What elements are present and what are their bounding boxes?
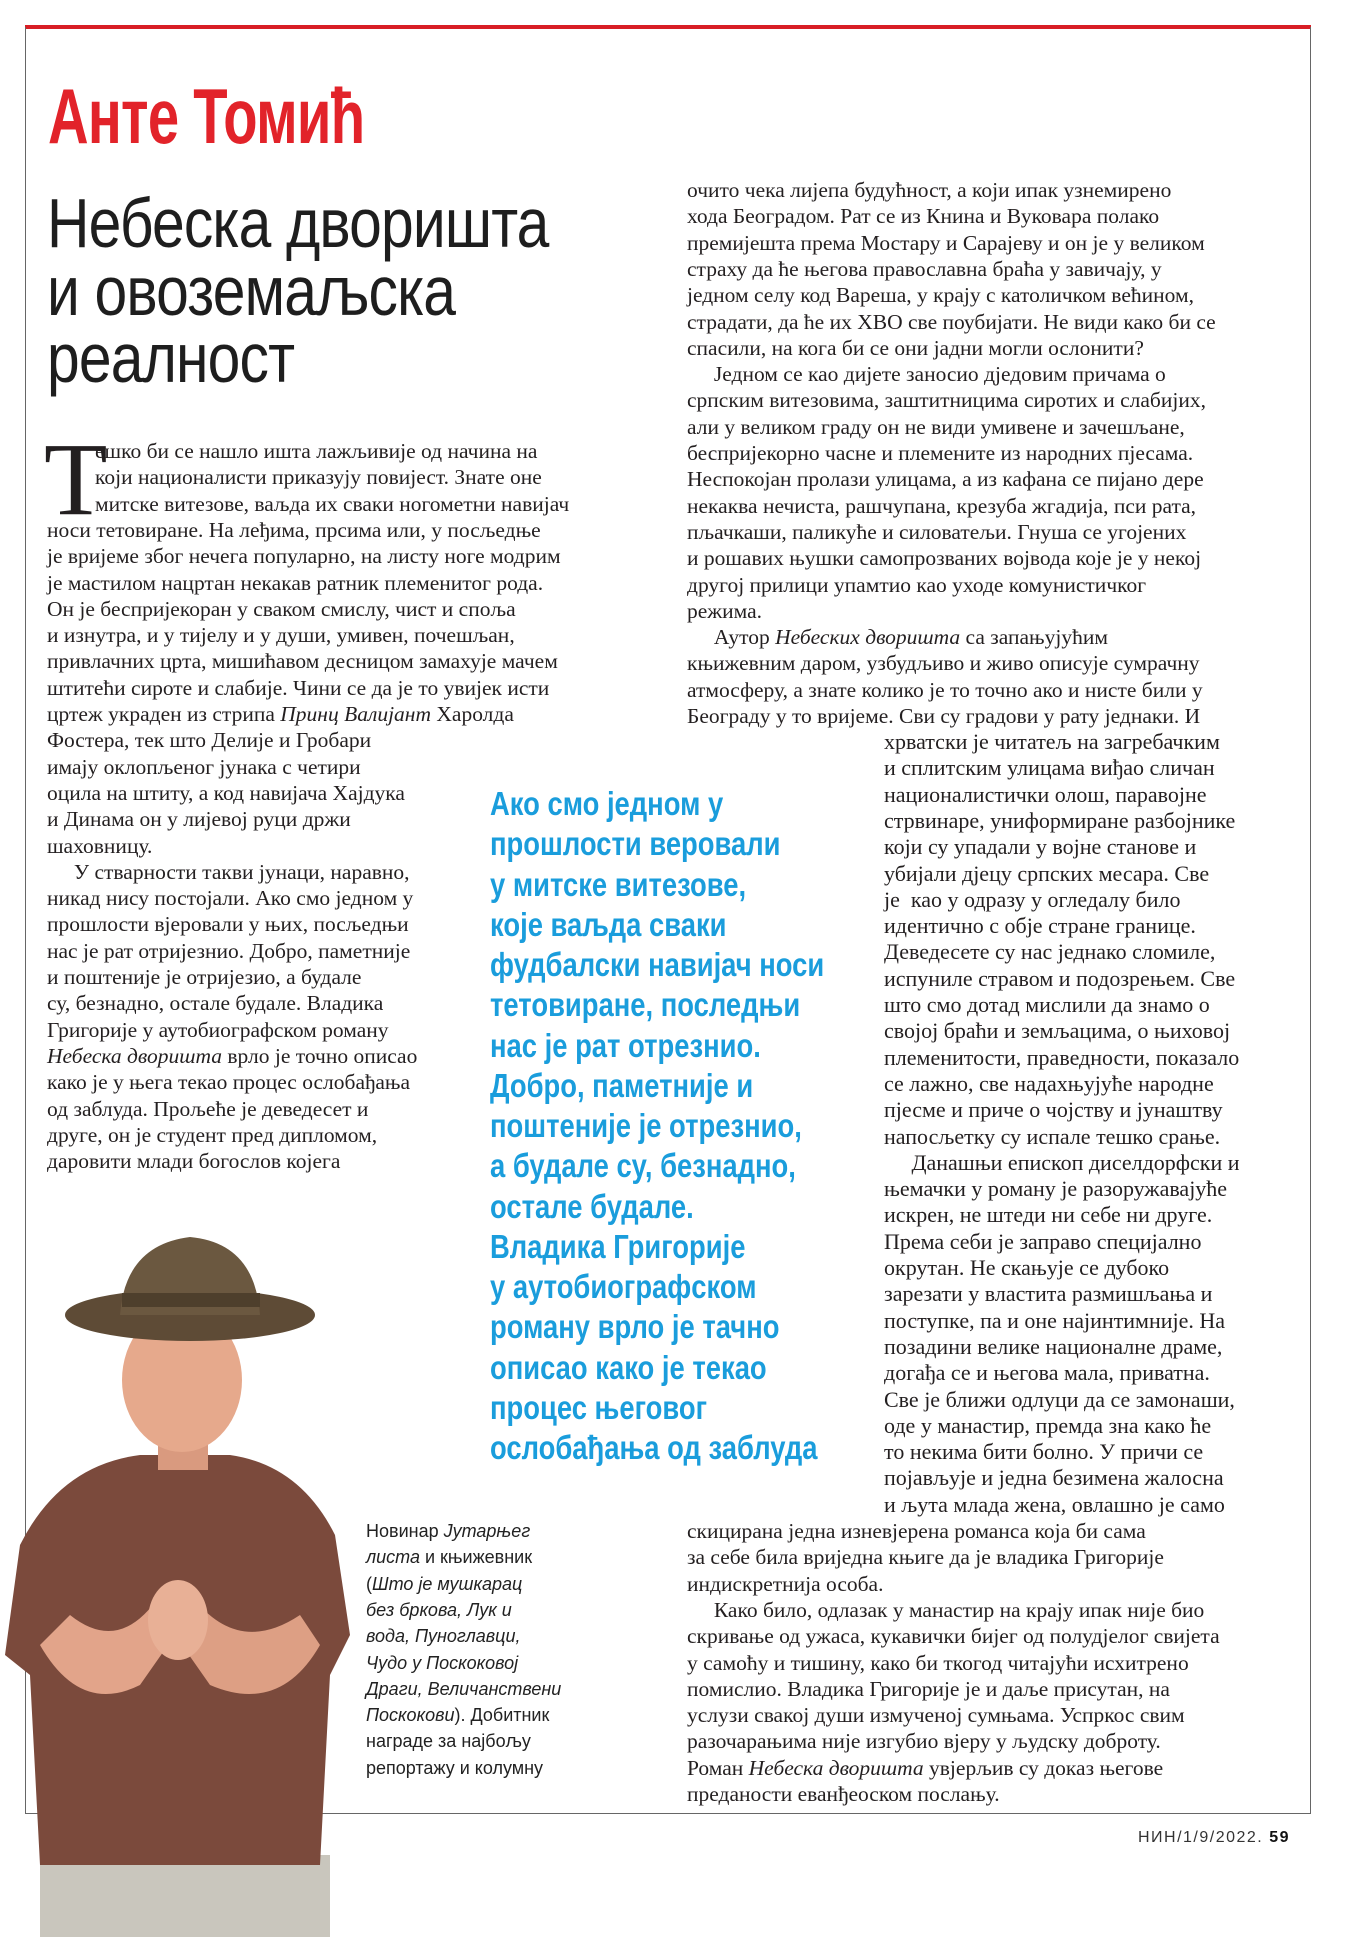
text-line [687,1544,1164,1570]
text-segment: услузи свакој души измученој сумњама. Успркос свим [687,1703,1185,1728]
text-segment: Новинар [366,1521,444,1541]
text-segment: Роман [687,1755,749,1780]
text-line [47,938,410,964]
italic-title: Поскокови [366,1705,455,1726]
text-line [687,282,1194,308]
text-line [366,1518,530,1544]
text-line [687,519,1186,545]
text-line [687,1650,1189,1676]
text-segment: Данашњи епископ диселдорфски и [884,1149,1240,1175]
page-number: 59 [1269,1829,1290,1846]
drop-cap: Т [44,422,108,537]
text-segment: националистички олош, паравојне [884,781,1207,807]
text-line [884,834,1196,860]
text-segment: је мастилом нацртан некакав ратник племенитог рода. [47,570,544,595]
text-line [884,1124,1220,1150]
text-segment: никад нису постојали. Ако смо једном у [47,886,414,911]
italic-title: Небеска дворишта [748,1755,924,1780]
text-line [884,1387,1235,1413]
text-line [687,256,1162,282]
text-segment: напосљетку су испале тешко срање. [884,1123,1221,1149]
text-segment: шаховницу. [47,833,153,858]
text-line [490,784,723,824]
top-accent-rule [25,25,1311,29]
text-segment: њемачки у роману је разоружавајуће [884,1176,1228,1202]
photo-hat-band [122,1293,260,1307]
text-segment: митске витезове, ваљда их сваки ногометни навијач [95,491,570,516]
text-segment: процес његовог [490,1388,708,1426]
text-segment: који су упадали у војне станове и [884,834,1197,860]
italic-title: без бркова, Лук и [366,1599,512,1620]
text-line [47,648,558,674]
text-line [490,1106,802,1146]
text-line [687,414,1185,440]
text-segment: од заблуда. Прољеће је деведесет и [47,1096,369,1121]
text-segment: који националисти приказују повијест. Знате оне [95,465,542,490]
text-segment: страдати, да ће их ХВО све поубијати. Не види како би се [687,309,1216,334]
text-line [490,1227,745,1267]
text-segment: са запањујућим [960,625,1108,650]
text-segment: идентично с обје стране границе. [884,913,1196,939]
text-line [490,1187,694,1227]
text-line [490,865,746,905]
text-line [366,1650,518,1676]
text-segment: ешко би се нашло ишта лажљивије од начина на [95,439,538,463]
text-segment: пјесме и приче о чојству и јунаштву [884,1097,1223,1123]
text-segment: другој прилици упамтио као уходе комунистичког [687,572,1147,597]
text-segment: врло је точно описао [222,1043,418,1068]
text-segment: књижевним даром, узбудљиво и живо описује сумрачну [687,651,1200,676]
text-segment: индискретнија особа. [687,1571,884,1596]
text-line [687,545,1201,571]
author-photo [0,1215,360,1937]
text-segment: цртеж украден из стрипа [47,702,281,726]
text-segment: разочарањима није изгубио вјеру у људску доброту. [687,1729,1161,1754]
text-line [687,466,1204,492]
text-segment: Он је беспријекоран у сваком смислу, чист и споља [47,596,516,621]
text-segment: роману врло је тачно [490,1308,780,1346]
text-line [366,1571,522,1597]
text-line [47,675,549,701]
text-line [884,755,1215,781]
text-segment: хрватски је читатељ на загребачким [884,729,1220,754]
text-line [687,493,1196,519]
text-segment: али у великом граду он не види умивене и зачешљане, [687,414,1185,439]
text-line [490,905,726,945]
text-segment: друге, он је студент пред дипломом, [47,1122,378,1147]
text-line [884,1255,1169,1281]
text-segment: и изнутра, и у тијелу и у души, умивен, почешљан, [47,623,515,648]
text-segment: Једном се као дијете заносио дједовим причама о [687,362,1166,387]
text-line [884,1492,1225,1518]
text-segment: једном селу код Вареша, у крају с католичком већином, [687,283,1194,308]
text-line [884,1045,1239,1071]
text-segment: тетовиране, последњи [490,986,801,1024]
italic-title: Што је мушкарац [372,1573,523,1594]
text-line [687,361,1166,387]
text-segment: а будале су, безнадно, [490,1147,796,1185]
text-line [687,203,1159,229]
text-line [490,1066,753,1106]
text-line [47,543,561,569]
text-line [884,782,1207,808]
text-segment: Деведесете су нас једнако сломиле, [884,939,1216,965]
text-line [490,1428,817,1468]
text-line [687,1571,883,1597]
text-line [366,1702,549,1728]
text-line [47,780,405,806]
text-line [47,1017,389,1043]
text-line [687,1623,1220,1649]
text-line [884,992,1210,1018]
text-segment: страху да ће његова православна браћа у завичају, у [687,256,1162,281]
text-segment: прошлости вјеровали у њих, посљедњи [47,912,409,937]
text-line [490,1348,767,1388]
page-footer [1138,1829,1290,1847]
text-segment: српским витезовима, заштитницима сиротих и слабијих, [687,388,1206,413]
text-segment: поступке, па и оне најинтимније. На [884,1307,1226,1333]
text-segment: за себе била вриједна књиге да је владика Григорије [687,1545,1164,1570]
text-line [47,1122,377,1148]
text-line [687,1755,1163,1781]
text-line [884,1176,1227,1202]
text-segment: зарезати у властита размишљања и [884,1281,1213,1307]
text-segment: убијали дјецу српских месара. Све [884,860,1210,886]
text-line [884,1439,1203,1465]
text-line [687,598,762,624]
text-segment: Београду у то вријеме. Сви су градови у рату једнаки. И [687,704,1201,728]
italic-title: листа [366,1547,420,1568]
text-line [47,911,409,937]
text-line [884,1334,1222,1360]
text-line [47,701,514,727]
text-line [490,985,800,1025]
text-segment: режима. [687,598,763,623]
text-line [47,438,537,464]
text-segment: имају оклопљеног јунака с четири [47,754,361,779]
text-line [884,1097,1223,1123]
text-segment: Добро, паметније и [490,1066,754,1104]
text-segment: у митске витезове, [490,865,747,903]
text-line [687,335,1144,361]
text-segment: позадини велике националне драме, [884,1333,1223,1359]
text-segment: спасили, на кога би се они јадни могли ослонити? [687,335,1144,360]
text-line [47,727,371,753]
text-line [47,1096,368,1122]
frame-right-rule [1310,27,1311,1814]
text-segment: ослобађања од заблуда [490,1429,818,1466]
text-segment: беспријекорно часне и племените из народних пјесама. [687,441,1194,465]
text-line [47,990,383,1016]
text-segment: нас је рат отрезнио. [490,1026,761,1064]
text-segment: Неспокојан пролази улицама, а из кафана се пијано дере [687,467,1204,492]
text-segment: пљачкаши, паликуће и силоватељи. Гнуша се угојених [687,519,1187,544]
text-line [47,806,351,832]
text-line [884,939,1215,965]
article-headline [47,184,549,397]
text-segment: племенитости, праведности, показало [884,1044,1240,1070]
text-line [490,1267,756,1307]
text-line [884,1465,1224,1491]
text-segment: испуниле стравом и подозрењем. Све [884,965,1236,991]
text-line [884,913,1196,939]
italic-title: Драги, Величанствени [366,1678,562,1699]
text-line [687,177,1171,203]
text-segment: репортажу и колумну [366,1757,544,1778]
text-segment: преданости еванђеоском послању. [687,1782,1000,1806]
text-line [687,440,1193,466]
text-line [47,622,515,648]
photo-trousers [40,1855,330,1937]
text-line [884,887,1180,913]
text-segment: су, безнадно, остале будале. Владика [47,991,384,1016]
text-line [490,1026,761,1066]
text-segment: прошлости веровали [490,825,781,863]
text-line [687,650,1200,676]
italic-title: Принц Валијант [280,702,431,726]
text-line [47,491,569,517]
text-line [47,596,516,622]
text-segment: се лажно, све надахњујуће народне [884,1070,1214,1096]
text-line [687,1597,1204,1623]
text-line [47,1069,410,1095]
text-segment: искрен, не штеди ни себе ни друге. [884,1202,1213,1228]
text-segment: очито чека лијепа будућност, а који ипак узнемирено [687,178,1172,202]
text-line [47,964,361,990]
text-segment: које ваљда сваки [490,905,727,943]
text-line [366,1728,531,1754]
text-segment: што смо дотад мислили да знамо о [884,992,1210,1017]
text-segment: увјерљив су доказ његове [923,1755,1164,1780]
text-segment: догађа се и његова мала, приватна. [884,1360,1210,1386]
text-segment: носи тетовиране. На леђима, прсима или, у посљедње [47,517,541,542]
text-segment: то некима бити болно. У причи се [884,1439,1204,1465]
text-segment: оцила на штиту, а код навијача Хајдука [47,780,405,805]
text-segment: поштеније је отрезнио, [490,1107,802,1144]
text-line [687,703,1200,729]
text-segment: и рошавих њушки самопрозваних војвода које је у некој [687,546,1202,571]
text-line [490,1388,707,1428]
text-segment: Ако смо једном у [490,785,724,822]
headline-line: реалност [47,319,295,397]
text-line [687,677,1203,703]
text-line [490,1307,779,1347]
text-segment: ). Добитник [454,1705,550,1726]
text-segment: и љута млада жена, овлашно је само [884,1491,1225,1517]
text-line [687,309,1216,335]
text-line [687,624,1108,650]
text-line [687,1518,1146,1544]
text-line [884,1150,1240,1176]
text-segment: У стварности такви јунаци, наравно, [47,859,410,884]
text-segment: је као у одразу у огледалу било [884,886,1181,912]
text-line [490,1146,796,1186]
text-line [47,859,410,885]
text-segment: фудбалски навијач носи [490,946,825,983]
text-line [687,230,1205,256]
text-line [47,754,361,780]
text-line [490,824,780,864]
text-segment: скривање од ужаса, кукавички бијег од полудјелог свијета [687,1624,1220,1649]
text-segment: појављује и једна безимена жалосна [884,1465,1224,1491]
text-line [366,1676,561,1702]
text-line [687,1728,1161,1754]
text-line [687,572,1146,598]
italic-title: Небеских дворишта [775,625,961,650]
text-line [366,1544,532,1570]
text-line [884,1202,1212,1228]
text-segment: награде за најбољу [366,1731,531,1752]
text-line [884,808,1235,834]
text-segment: Аутор [687,625,776,650]
author-name: Анте Томић [48,72,365,160]
text-line [366,1755,543,1781]
text-line [884,1308,1225,1334]
text-line [884,861,1209,887]
text-segment: атмосферу, а знате колико је то точно ако и нисте били у [687,677,1203,702]
text-segment: у самоћу и тишину, како би ткогод читајући исхитрено [687,1650,1189,1675]
text-segment: и поштеније је отријезио, а будале [47,965,362,989]
text-line [884,1229,1201,1255]
text-line [47,517,541,543]
text-segment: некаква нечиста, рашчупана, крезуба жгадија, пси рата, [687,493,1197,518]
text-segment: и сплитским улицама виђао сличан [884,755,1215,781]
text-line [47,570,543,596]
text-segment: у аутобиографском [490,1268,757,1305]
text-segment: остале будале. [490,1187,694,1225]
text-segment: је вријеме због нечега популарно, на листу ноге модрим [47,544,561,569]
italic-title: Небеска дворишта [47,1043,222,1068]
text-line [884,1413,1211,1439]
text-segment: хода Београдом. Рат се из Книна и Вуковара полако [687,204,1160,229]
text-line [490,945,824,985]
text-segment: како је у њега текао процес ослобађања [47,1070,411,1095]
text-segment: описао како је текао [490,1348,767,1386]
text-segment: нас је рат отријезнио. Добро, паметније [47,938,411,963]
text-line [687,1676,1170,1702]
text-segment: помислио. Владика Григорије је и даље присутан, на [687,1676,1170,1701]
text-segment: Како било, одлазак у манастир на крају ипак није био [687,1597,1205,1622]
text-segment: и Динама он у лијевој руци држи [47,807,351,832]
text-segment: стрвинаре, униформиране разбојнике [884,807,1236,833]
text-segment: окрутан. Не скањује се дубоко [884,1255,1170,1280]
text-line [47,1043,417,1069]
text-segment: оде у манастир, премда зна како ће [884,1412,1212,1438]
text-line [687,1702,1185,1728]
headline-line: и овоземаљска [47,251,456,330]
text-segment: Григорије у аутобиографском роману [47,1017,389,1042]
text-line [884,1360,1210,1386]
text-line [366,1623,520,1649]
italic-title: Чудо у Поскоковој [366,1652,519,1673]
text-line [884,966,1235,992]
text-segment: премијешта према Мостару и Сарајеву и он је у великом [687,230,1205,255]
text-line [884,1071,1214,1097]
text-segment: Харолда [431,702,514,726]
text-segment: и књижевник [419,1547,533,1568]
text-segment: својој браћи и земљацима, о њиховој [884,1018,1231,1044]
text-segment: Све је ближи одлуци да се замонаши, [884,1386,1235,1412]
issue-date: НИН/1/9/2022. [1137,1829,1264,1846]
text-segment: даровити млади богослов којега [47,1149,341,1174]
text-line [47,833,152,859]
text-segment: Фостера, тек што Делије и Гробари [47,728,372,753]
text-line [884,1018,1230,1044]
text-segment: Према себи је заправо специјално [884,1228,1202,1254]
text-line [884,729,1220,755]
text-line [366,1597,512,1623]
italic-title: Јутарњег [443,1521,531,1541]
text-segment: скицирана једна изневјерена романса која би сама [687,1519,1146,1543]
headline-line: Небеска дворишта [47,184,549,262]
text-line [687,387,1206,413]
text-line [687,1781,1000,1807]
text-segment: привлачних црта, мишићавом десницом замахује мачем [47,649,558,674]
text-line [47,885,413,911]
text-line [884,1281,1212,1307]
text-line [47,1148,340,1174]
text-segment: ( [366,1573,372,1594]
text-segment: Владика Григорије [490,1227,746,1265]
text-segment: штитећи сироте и слабије. Чини се да је то увијек исти [47,675,550,700]
photo-clasped-hands [148,1580,208,1660]
italic-title: вода, Пуноглавци, [366,1626,521,1647]
text-line [47,464,542,490]
